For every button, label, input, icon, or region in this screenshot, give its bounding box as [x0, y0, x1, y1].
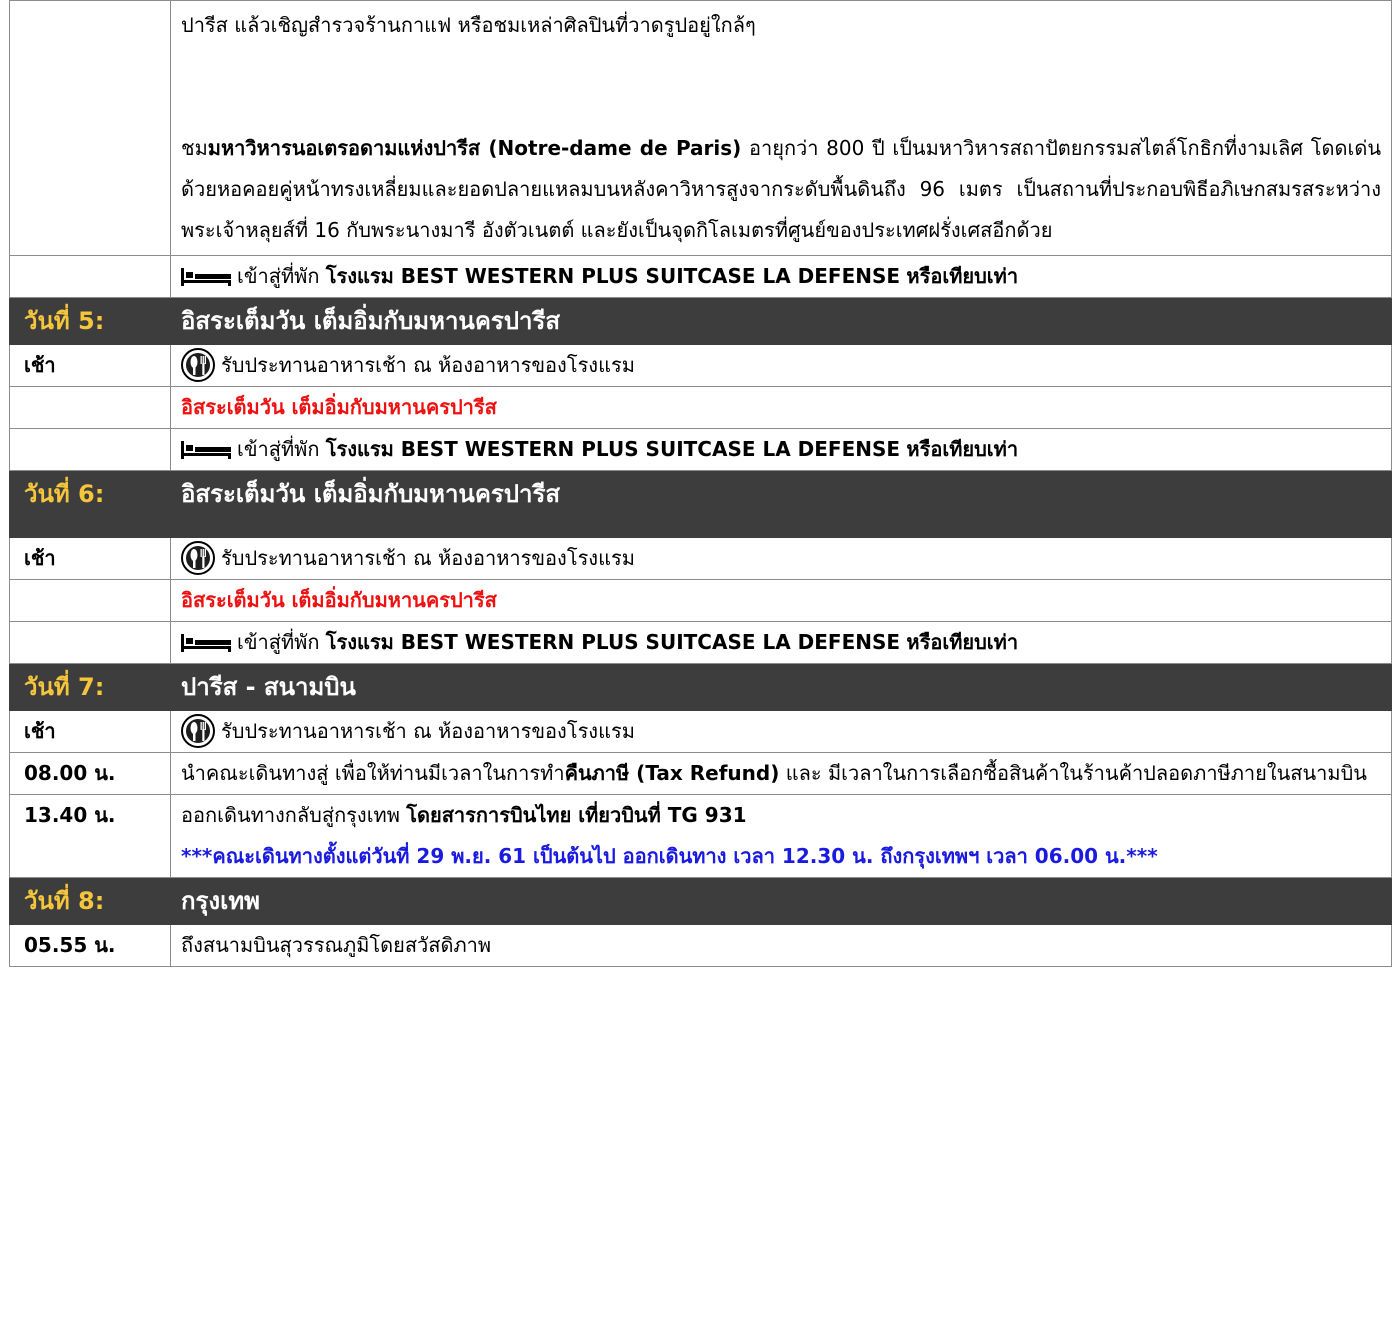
hotel-line: เข้าสู่ที่พัก โรงแรม BEST WESTERN PLUS SUITCASE LA DEFENSE หรือเทียบเท่า [171, 622, 1392, 664]
day-8-header [10, 878, 1392, 925]
day-7-header [10, 664, 1392, 711]
hotel-line: เข้าสู่ที่พัก โรงแรม BEST WESTERN PLUS SUITCASE LA DEFENSE หรือเทียบเท่า [171, 429, 1392, 471]
table-row [10, 925, 1392, 967]
breakfast-line: รับประทานอาหารเช้า ณ ห้องอาหารของโรงแรม [171, 345, 1392, 387]
time-label: เช้า [10, 345, 171, 387]
table-row [10, 753, 1392, 795]
day-label: วันที่ 7: [10, 664, 171, 711]
notre-dame-text: ชมมหาวิหารนอเตรอดามแห่งปารีส (Notre-dame de Paris) อายุกว่า 800 ปี เป็นมหาวิหารสถาปัตยกรรมสไตล์โกธิกที่งามเลิศ โดดเด่นด้วยหอคอยคู่หน้าทรงเหลี่ยมและยอดปลายแหลมบนหลังคาวิหารสูงจากระดับพื้นดินถึง 96 เมตร เป็นสถานที่ประกอบพิธีอภิเษกสมรสระหว่างพระเจ้าหลุยส์ที่ 16 กับพระนางมารี อังตัวเนตต์ และยังเป็นจุดกิโลเมตรที่ศูนย์ของประเทศฝรั่งเศสอีกด้วย [181, 136, 1381, 242]
time-label: เช้า [10, 711, 171, 753]
time-label: 08.00 น. [10, 753, 171, 795]
bed-icon [181, 441, 231, 459]
table-row [10, 580, 1392, 622]
meal-icon [181, 348, 215, 382]
day-5-header [10, 298, 1392, 345]
flight-note: ***คณะเดินทางตั้งแต่วันที่ 29 พ.ย. 61 เป็นต้นไป ออกเดินทาง เวลา 12.30 น. ถึงกรุงเทพฯ เวลา 06.00 น.*** [181, 844, 1158, 868]
table-row [10, 387, 1392, 429]
breakfast-line: รับประทานอาหารเช้า ณ ห้องอาหารของโรงแรม [171, 538, 1392, 580]
departure-text: ออกเดินทางกลับสู่กรุงเทพ โดยสารการบินไทย เที่ยวบินที่ TG 931 ***คณะเดินทางตั้งแต่วันที่ 29 พ.ย. 61 เป็นต้นไป ออกเดินทาง เวลา 12.30 น. ถึงกรุงเทพฯ เวลา 06.00 น.*** [171, 795, 1392, 878]
day-label: วันที่ 8: [10, 878, 171, 925]
table-row [10, 795, 1392, 878]
day-title: กรุงเทพ [171, 878, 1392, 925]
table-row [10, 429, 1392, 471]
table-row [10, 345, 1392, 387]
day-label: วันที่ 5: [10, 298, 171, 345]
time-label: 13.40 น. [10, 795, 171, 878]
free-day-text: อิสระเต็มวัน เต็มอิ่มกับมหานครปารีส [171, 387, 1392, 429]
bed-icon [181, 634, 231, 652]
free-day-text: อิสระเต็มวัน เต็มอิ่มกับมหานครปารีส [171, 580, 1392, 622]
day-title: อิสระเต็มวัน เต็มอิ่มกับมหานครปารีส [171, 298, 1392, 345]
hotel-line: เข้าสู่ที่พัก โรงแรม BEST WESTERN PLUS SUITCASE LA DEFENSE หรือเทียบเท่า [171, 256, 1392, 298]
table-row [10, 256, 1392, 298]
paris-intro-text: ปารีส แล้วเชิญสำรวจร้านกาแฟ หรือชมเหล่าศิลปินที่วาดรูปอยู่ใกล้ๆ [181, 13, 756, 37]
day-label: วันที่ 6: [10, 471, 171, 538]
itinerary-table [9, 0, 1392, 967]
time-label: เช้า [10, 538, 171, 580]
day-title: อิสระเต็มวัน เต็มอิ่มกับมหานครปารีส [171, 471, 1392, 538]
table-row [10, 538, 1392, 580]
table-row [10, 711, 1392, 753]
bed-icon [181, 268, 231, 286]
breakfast-line: รับประทานอาหารเช้า ณ ห้องอาหารของโรงแรม [171, 711, 1392, 753]
table-row [10, 1, 1392, 256]
meal-icon [181, 541, 215, 575]
arrival-text: ถึงสนามบินสุวรรณภูมิโดยสวัสดิภาพ [171, 925, 1392, 967]
table-row [10, 622, 1392, 664]
meal-icon [181, 714, 215, 748]
day-title: ปารีส - สนามบิน [171, 664, 1392, 711]
day-6-header [10, 471, 1392, 538]
tax-refund-text: นำคณะเดินทางสู่ เพื่อให้ท่านมีเวลาในการทำคืนภาษี (Tax Refund) และ มีเวลาในการเลือกซื้อสินค้าในร้านค้าปลอดภาษีภายในสนามบิน [171, 753, 1392, 795]
time-label: 05.55 น. [10, 925, 171, 967]
